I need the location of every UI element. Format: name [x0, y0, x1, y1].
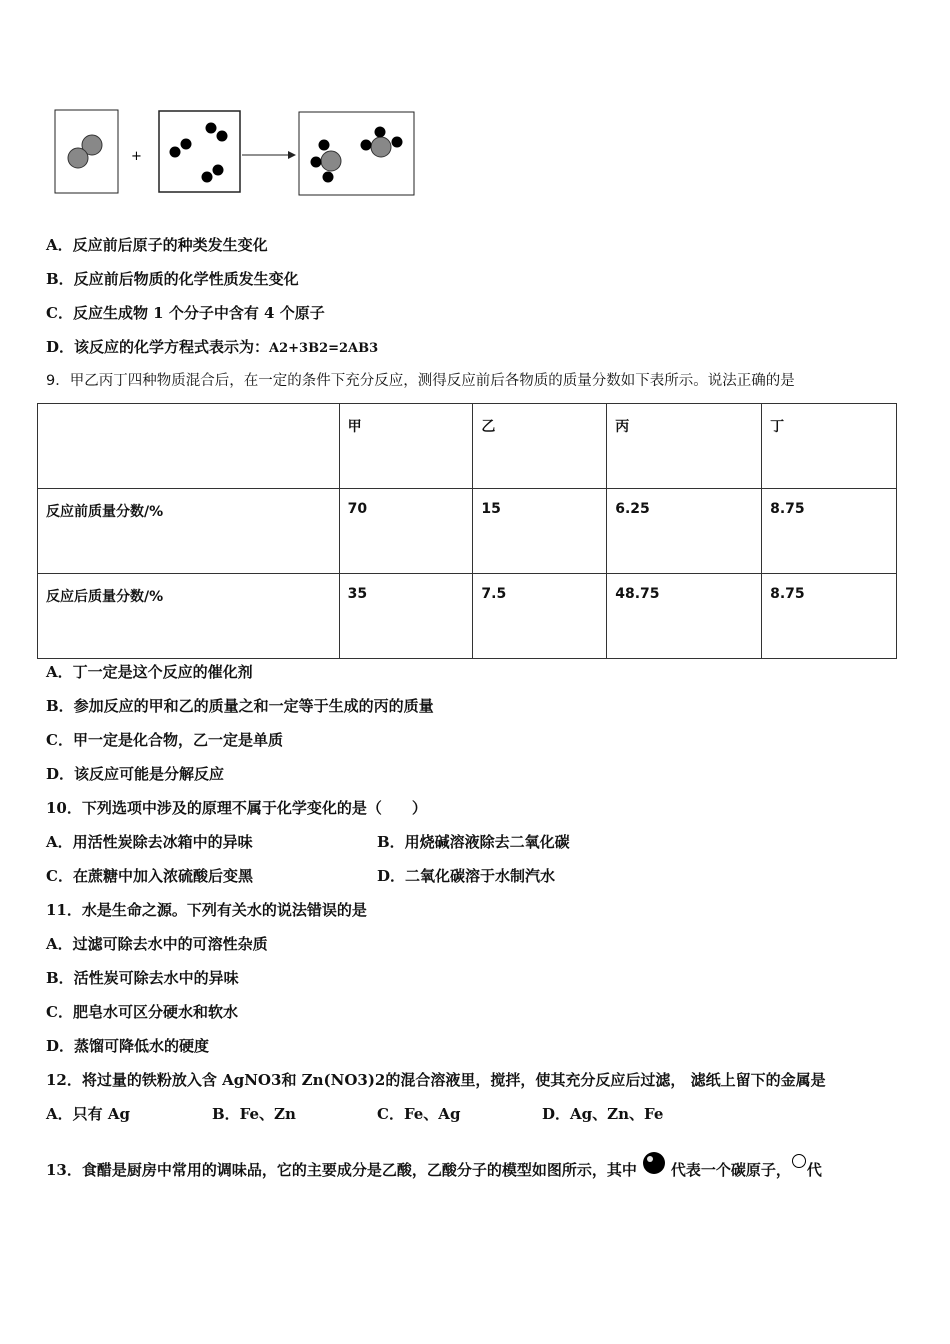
q9-option-c: C．甲一定是化合物，乙一定是单质: [46, 731, 283, 749]
table-cell: 15: [473, 489, 607, 574]
q10-option-c: C．在蔗糖中加入浓硫酸后变黑: [46, 867, 253, 885]
table-row: [38, 489, 897, 574]
q9-option-b: B．参加反应的甲和乙的质量之和一定等于生成的丙的质量: [46, 697, 434, 715]
q8-option-b: B．反应前后物质的化学性质发生变化: [46, 270, 299, 288]
q10-option-a: A．用活性炭除去冰箱中的异味: [46, 833, 253, 851]
reaction-diagram: [0, 100, 430, 200]
table-cell: 48.75: [607, 574, 762, 659]
table-cell: 反应后质量分数/%: [38, 574, 340, 659]
q13-stem-part2: 代表一个碳原子，: [670, 1161, 791, 1179]
table-cell: 8.75: [762, 574, 897, 659]
table-cell: 70: [339, 489, 473, 574]
table-cell: 6.25: [607, 489, 762, 574]
table-row: [38, 574, 897, 659]
table-header-cell: 丁: [762, 404, 897, 489]
q12-stem: 12．将过量的铁粉放入含 AgNO3和 Zn(NO3)2的混合溶液里，搅拌，使其充分反应后过滤， 滤纸上留下的金属是: [46, 1071, 826, 1089]
q13-stem-part1: 13．食醋是厨房中常用的调味品，它的主要成分是乙酸，乙酸分子的模型如图所示，其中: [46, 1161, 637, 1179]
q12-option-d: D．Ag、Zn、Fe: [542, 1105, 664, 1123]
q10-option-b: B．用烧碱溶液除去二氧化碳: [377, 833, 570, 851]
table-header-row: [38, 404, 897, 489]
hydrogen-atom-icon: [791, 1153, 807, 1169]
q12-option-b: B．Fe、Zn: [212, 1105, 296, 1123]
q11-option-c: C．肥皂水可区分硬水和软水: [46, 1003, 238, 1021]
q9-stem: 9．甲乙丙丁四种物质混合后，在一定的条件下充分反应，测得反应前后各物质的质量分数如下表所示。说法正确的是: [46, 373, 795, 389]
reaction-arrow: [242, 151, 296, 159]
q11-option-b: B．活性炭可除去水中的异味: [46, 969, 239, 987]
table-cell: 8.75: [762, 489, 897, 574]
product-box: [299, 112, 414, 195]
carbon-atom-icon: [641, 1151, 667, 1177]
q8-option-d-text: D．该反应的化学方程式表示为：: [46, 338, 270, 356]
table-cell: 35: [339, 574, 473, 659]
q11-stem: 11．水是生命之源。下列有关水的说法错误的是: [46, 901, 367, 919]
q10-stem: 10．下列选项中涉及的原理不属于化学变化的是（ ）: [46, 799, 427, 817]
q8-option-d-equation: A2+3B2=2AB3: [269, 341, 379, 356]
table-header-cell: [38, 404, 340, 489]
table-header-cell: 乙: [473, 404, 607, 489]
table-header-cell: 丙: [607, 404, 762, 489]
mass-fraction-table: [37, 403, 897, 659]
q13-stem: [46, 1151, 822, 1180]
q8-option-a: A．反应前后原子的种类发生变化: [46, 236, 268, 254]
table-cell: 反应前质量分数/%: [38, 489, 340, 574]
q11-option-a: A．过滤可除去水中的可溶性杂质: [46, 935, 268, 953]
q8-option-c: C．反应生成物 1 个分子中含有 4 个原子: [46, 304, 325, 322]
q12-option-c: C．Fe、Ag: [377, 1105, 461, 1123]
table-header-cell: 甲: [339, 404, 473, 489]
q12-option-a: A．只有 Ag: [46, 1105, 130, 1123]
reactant-box-1: [55, 110, 118, 193]
q9-option-d: D．该反应可能是分解反应: [46, 765, 225, 783]
table-cell: 7.5: [473, 574, 607, 659]
q11-option-d: D．蒸馏可降低水的硬度: [46, 1037, 210, 1055]
plus-sign: +: [131, 149, 142, 164]
q9-option-a: A．丁一定是这个反应的催化剂: [46, 663, 253, 681]
q8-option-d: [46, 337, 378, 359]
reactant-box-2: [159, 111, 240, 192]
q10-option-d: D．二氧化碳溶于水制汽水: [377, 867, 556, 885]
q13-stem-part3: 代: [806, 1161, 822, 1179]
